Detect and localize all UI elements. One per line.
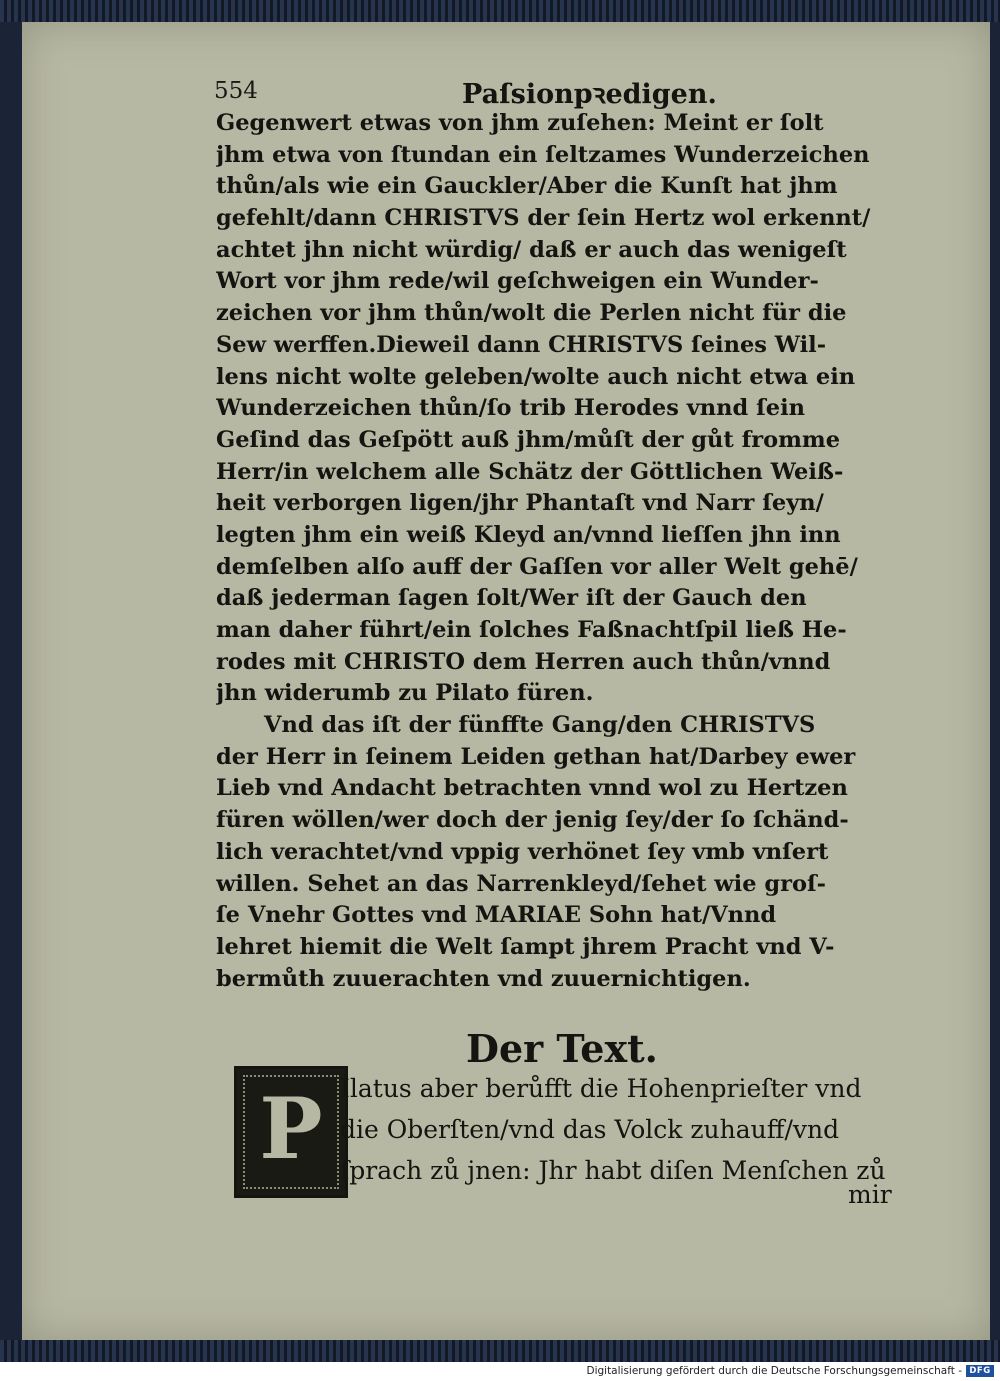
decorated-initial bbox=[234, 1066, 348, 1198]
body-line: daß jederman ſagen ſolt/Wer iſt der Gauch den bbox=[216, 585, 807, 612]
body-line: bermůth zuuerachten vnd zuuernichtigen. bbox=[216, 965, 751, 992]
page-number: 554 bbox=[214, 78, 258, 104]
body-line: Vnd das iſt der fünffte Gang/den CHRISTVS bbox=[264, 712, 816, 739]
scripture-line: die Oberſten/vnd das Volck zuhauff/vnd bbox=[340, 1115, 840, 1144]
catchword: mir bbox=[848, 1180, 892, 1209]
body-line: füren wöllen/wer doch der jenig ſey/der ſo ſchänd- bbox=[216, 807, 849, 834]
body-line: thůn/als wie ein Gauckler/Aber die Kunſt hat jhm bbox=[216, 173, 838, 200]
body-line: Herr/in welchem alle Schätz der Göttlichen Weiß- bbox=[216, 458, 844, 485]
dfg-logo-icon: DFG bbox=[966, 1365, 994, 1377]
body-line: rodes mit CHRISTO dem Herren auch thůn/vnnd bbox=[216, 648, 831, 675]
body-line: gefehlt/dann CHRISTVS der ſein Hertz wol erkennt/ bbox=[216, 205, 871, 232]
body-line: Wort vor jhm rede/wil geſchweigen ein Wunder- bbox=[216, 268, 819, 295]
body-line: Lieb vnd Andacht betrachten vnnd wol zu Hertzen bbox=[216, 775, 848, 802]
body-line: Wunderzeichen thůn/ſo trib Herodes vnnd ſein bbox=[216, 395, 805, 422]
scripture-line: ſprach zů jnen: Jhr habt diſen Menſchen zů bbox=[340, 1156, 886, 1185]
body-line: lens nicht wolte geleben/wolte auch nicht etwa ein bbox=[216, 363, 856, 390]
body-line: man daher führt/ein ſolches Faßnachtſpil ließ He- bbox=[216, 617, 847, 643]
body-line: Gegenwert etwas von jhm zuſehen: Meint er ſolt bbox=[216, 110, 824, 136]
funding-credit: Digitalisierung gefördert durch die Deutsche Forschungsgemeinschaft - bbox=[586, 1365, 962, 1377]
body-text bbox=[216, 108, 898, 995]
body-line: ſe Vnehr Gottes vnd MARIAE Sohn hat/Vnnd bbox=[216, 902, 777, 929]
body-line: lich verachtet/vnd vppig verhönet ſey vmb vnſert bbox=[216, 838, 829, 865]
body-line: jhm etwa von ſtundan ein ſeltzames Wunderzeichen bbox=[216, 141, 870, 168]
body-line: legten jhm ein weiß Kleyd an/vnnd lieſſen jhn inn bbox=[216, 521, 841, 548]
section-heading: Der Text. bbox=[466, 1026, 658, 1071]
scripture-line: Ilatus aber berůfft die Hohenprieſter vnd bbox=[340, 1074, 862, 1103]
scripture-text bbox=[340, 1068, 900, 1191]
body-line: lehret hiemit die Welt ſampt jhrem Pracht vnd V- bbox=[216, 933, 835, 960]
body-line: willen. Sehet an das Narrenkleyd/ſehet wie groſ- bbox=[216, 870, 826, 897]
body-line: demſelben alſo auff der Gaſſen vor aller Welt gehē/ bbox=[216, 553, 858, 580]
body-line: Geſind das Geſpött auß jhm/můſt der gůt fromme bbox=[216, 426, 841, 453]
body-line: Sew werffen.Dieweil dann CHRISTVS ſeines Wil- bbox=[216, 331, 827, 358]
body-line: achtet jhn nicht würdig/ daß er auch das wenigeſt bbox=[216, 236, 847, 263]
body-line: der Herr in ſeinem Leiden gethan hat/Darbey ewer bbox=[216, 743, 856, 770]
body-line: zeichen vor jhm thůn/wolt die Perlen nicht für die bbox=[216, 300, 847, 327]
initial-letter: P bbox=[259, 1079, 323, 1178]
body-line: jhn widerumb zu Pilato füren. bbox=[216, 680, 594, 707]
running-title: Paſsionpꝛedigen. bbox=[462, 79, 717, 110]
body-line: heit verborgen ligen/jhr Phantaſt vnd Narr ſeyn/ bbox=[216, 490, 824, 517]
footer bbox=[0, 1362, 1000, 1381]
